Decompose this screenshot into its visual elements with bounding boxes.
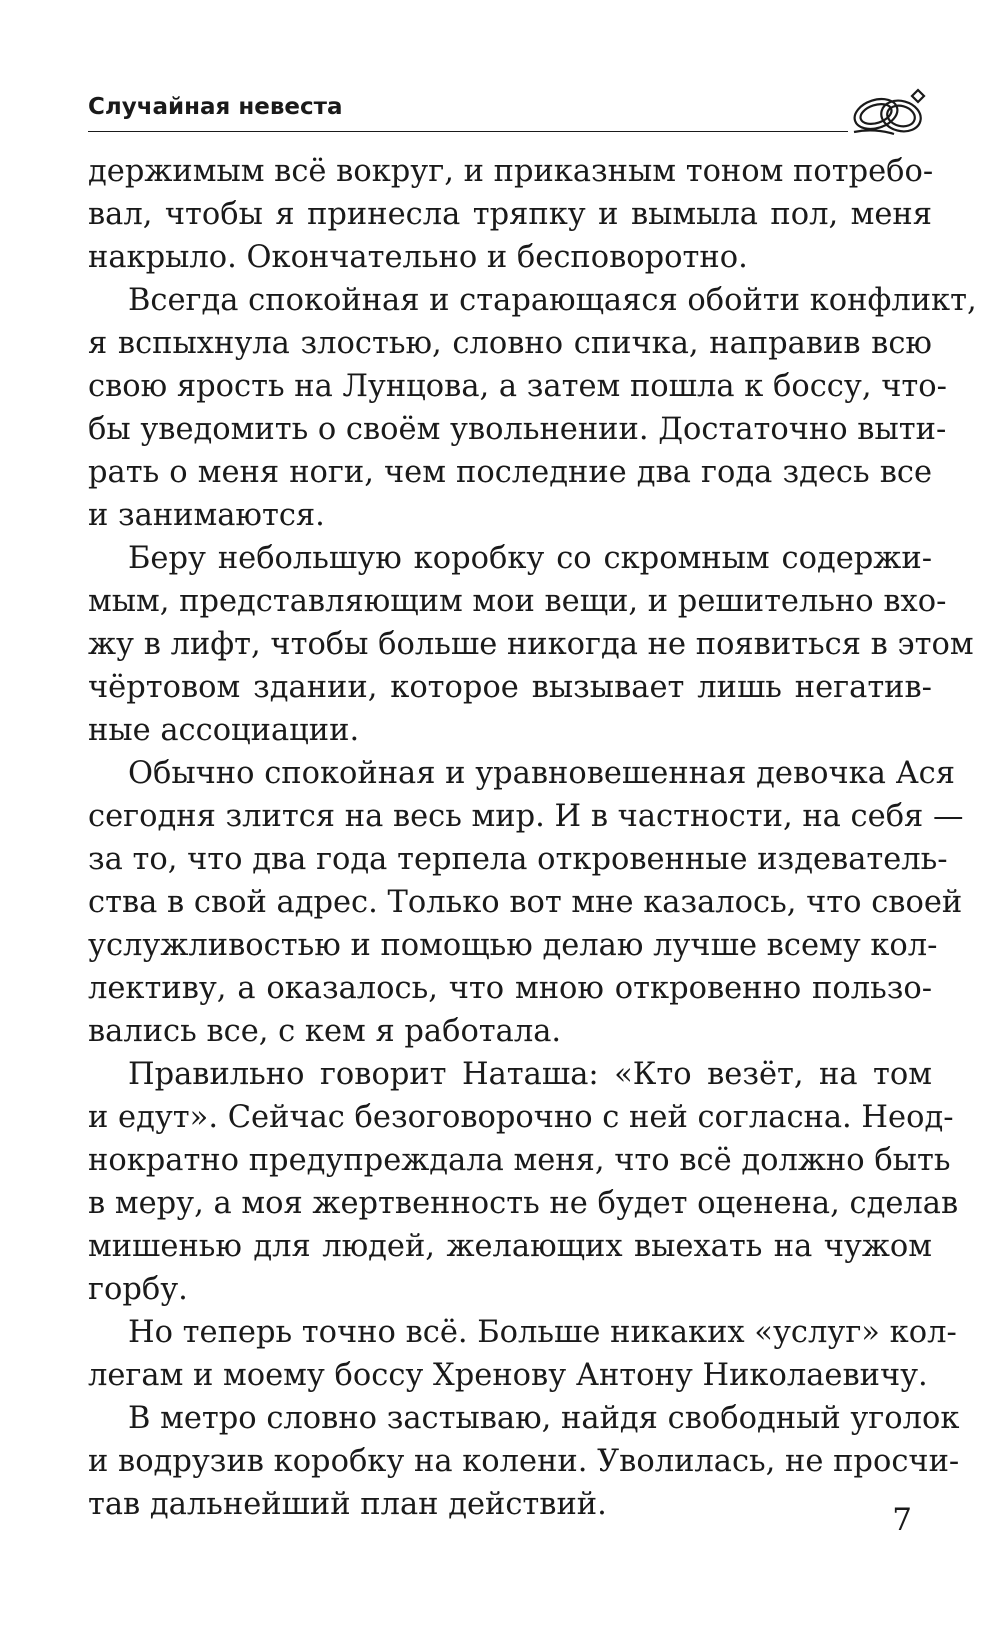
- text-line: бы уведомить о своём увольнении. Достаточно выти-: [88, 412, 947, 447]
- text-line: я вспыхнула злостью, словно спичка, направив всю: [88, 326, 932, 361]
- text-line: рать о меня ноги, чем последние два года здесь все: [88, 455, 932, 490]
- paragraph: [88, 537, 974, 752]
- paragraph: [88, 150, 932, 279]
- text-line: Обычно спокойная и уравновешенная девочка Ася: [128, 756, 955, 791]
- paragraph: [88, 1311, 957, 1397]
- text-line: сегодня злится на весь мир. И в частности, на себя —: [88, 799, 964, 834]
- body-text: [88, 150, 977, 1526]
- text-line: горбу.: [88, 1272, 188, 1307]
- text-line: ства в свой адрес. Только вот мне казалось, что своей: [88, 885, 963, 920]
- text-line: вались все, с кем я работала.: [88, 1014, 562, 1049]
- text-line: свою ярость на Лунцова, а затем пошла к боссу, что-: [88, 369, 947, 404]
- page-number: 7: [892, 1502, 912, 1538]
- paragraph: [88, 1397, 960, 1526]
- text-line: ные ассоциации.: [88, 713, 360, 748]
- text-line: лективу, а оказалось, что мною откровенно пользо-: [88, 971, 932, 1006]
- text-line: Но теперь точно всё. Больше никаких «услуг» кол-: [128, 1315, 957, 1350]
- paragraph: [88, 1053, 959, 1311]
- text-line: Правильно говорит Наташа: «Кто везёт, на том: [128, 1057, 932, 1092]
- text-line: и водрузив коробку на колени. Уволилась, не просчи-: [88, 1444, 960, 1479]
- text-line: держимым всё вокруг, и приказным тоном потребо-: [88, 154, 934, 189]
- running-title: Случайная невеста: [88, 94, 343, 120]
- text-line: чёртовом здании, которое вызывает лишь негатив-: [88, 670, 932, 705]
- text-line: легам и моему боссу Хренову Антону Николаевичу.: [88, 1358, 928, 1393]
- text-line: услужливостью и помощью делаю лучше всему кол-: [88, 928, 938, 963]
- text-line: в меру, а моя жертвенность не будет оценена, сделав: [88, 1186, 959, 1221]
- text-line: и едут». Сейчас безоговорочно с ней согласна. Неод-: [88, 1100, 954, 1135]
- header-rule: [88, 131, 848, 132]
- text-line: за то, что два года терпела откровенные издеватель-: [88, 842, 948, 877]
- paragraph: [88, 279, 977, 537]
- running-header: [88, 80, 932, 140]
- text-line: мым, представляющим мои вещи, и решительно вхо-: [88, 584, 947, 619]
- paragraph: [88, 752, 964, 1053]
- text-line: Всегда спокойная и старающаяся обойти конфликт,: [128, 283, 977, 318]
- text-line: вал, чтобы я принесла тряпку и вымыла пол, меня: [88, 197, 932, 232]
- wedding-rings-icon: [846, 86, 932, 138]
- text-line: накрыло. Окончательно и бесповоротно.: [88, 240, 748, 275]
- text-line: жу в лифт, чтобы больше никогда не появиться в этом: [88, 627, 974, 662]
- text-line: нократно предупреждала меня, что всё должно быть: [88, 1143, 951, 1178]
- text-line: мишенью для людей, желающих выехать на чужом: [88, 1229, 932, 1264]
- text-line: Беру небольшую коробку со скромным содержи-: [128, 541, 932, 576]
- text-line: тав дальнейший план действий.: [88, 1487, 607, 1522]
- text-line: и занимаются.: [88, 498, 325, 533]
- text-line: В метро словно застываю, найдя свободный уголок: [128, 1401, 960, 1436]
